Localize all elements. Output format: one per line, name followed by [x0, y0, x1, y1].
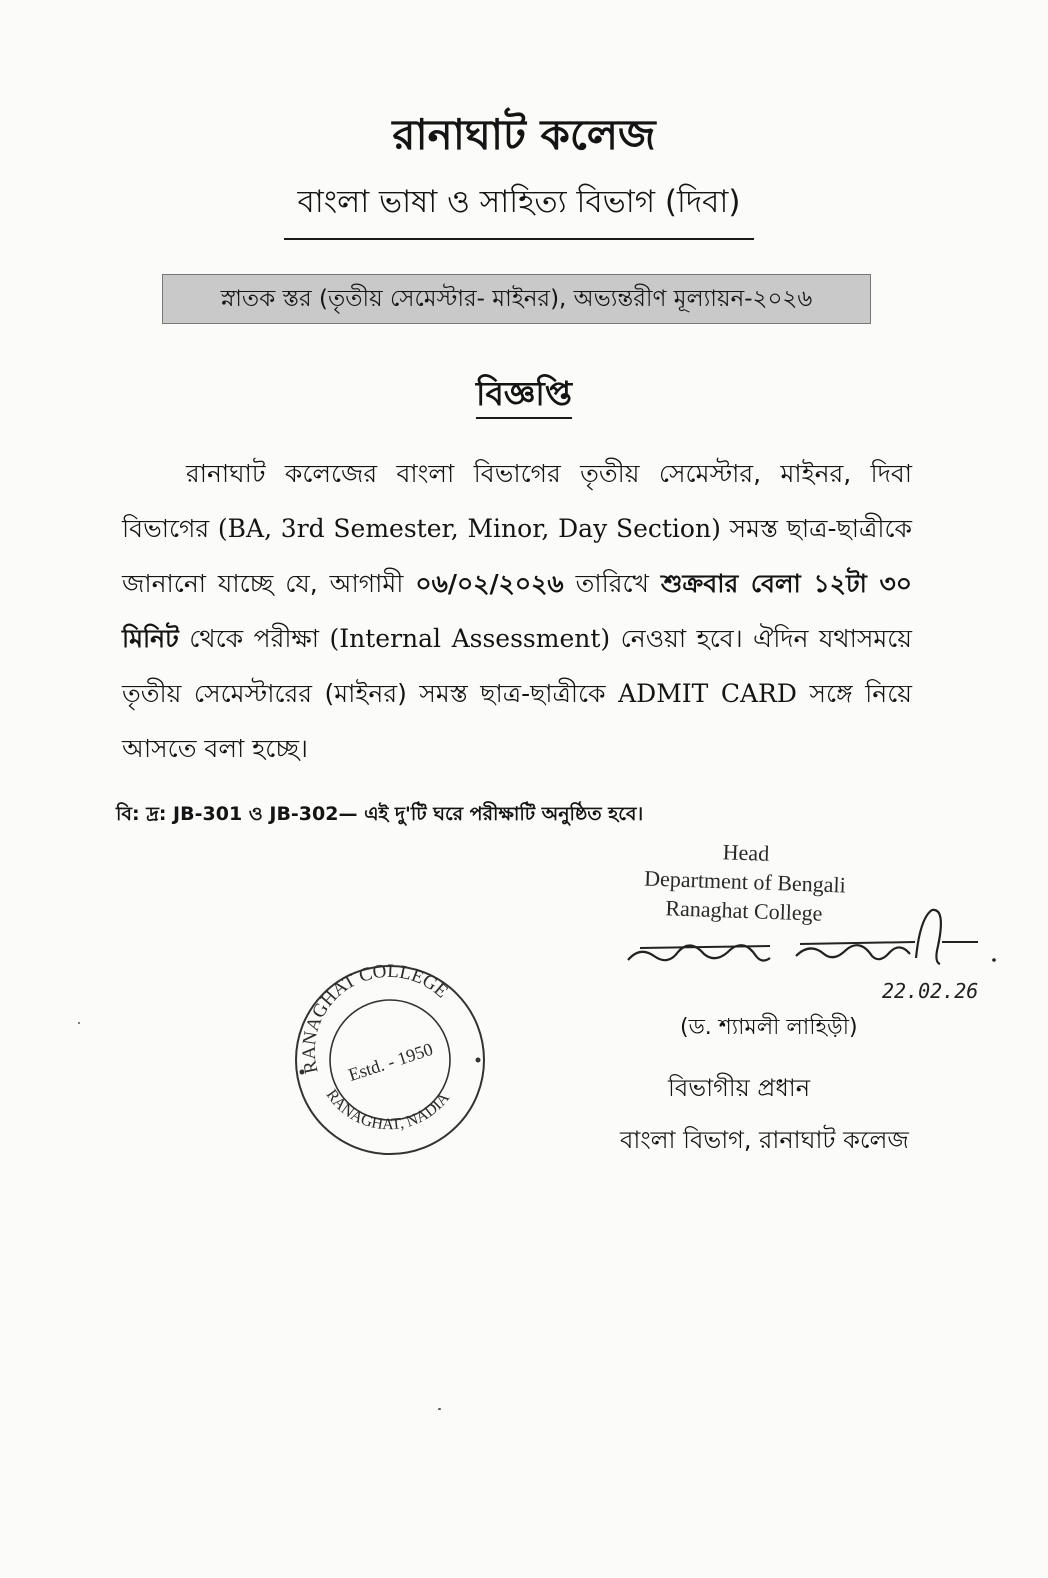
body-text-6: সঙ্গে নিয়ে আসতে বলা হচ্ছে।	[122, 679, 912, 763]
body-text-5: নেওয়া হবে। ঐদিন যথাসময়ে তৃতীয় সেমেস্টারের (মাইনর) সমস্ত ছাত্র-ছাত্রীকে	[122, 624, 912, 708]
admit-card: ADMIT CARD	[618, 679, 797, 708]
seal-center-text: Estd. - 1950	[345, 1038, 436, 1085]
college-seal	[290, 960, 490, 1160]
handwritten-signature	[620, 898, 1020, 1008]
college-name: রানাঘাট কলেজ	[392, 110, 656, 159]
notice-body	[122, 446, 912, 776]
exam-type: (Internal Assessment)	[329, 624, 611, 653]
signatory-name: (ড. শ্যামলী লাহিড়ী)	[680, 1015, 858, 1040]
exam-day-time: শুক্রবার বেলা ১২টা ৩০ মিনিট	[122, 569, 912, 653]
signature-date: 22.02.26	[882, 979, 979, 1003]
body-text-4: থেকে পরীক্ষা	[178, 624, 330, 653]
body-text-2: সমস্ত ছাত্র-ছাত্রীকে জানানো যাচ্ছে যে, আগামী	[122, 514, 913, 598]
scan-speck	[78, 1022, 80, 1024]
notice-title-text: বিজ্ঞপ্তি	[476, 374, 572, 419]
notice-title	[0, 368, 1048, 424]
scan-speck	[438, 1408, 441, 1410]
body-text-1: রানাঘাট কলেজের বাংলা বিভাগের তৃতীয় সেমেস্টার, মাইনর, দিবা বিভাগের	[122, 459, 912, 543]
body-text-3: তারিখে	[563, 569, 661, 598]
level-banner: স্নাতক স্তর (তৃতীয় সেমেস্টার- মাইনর), অভ্যন্তরীণ মূল্যায়ন-২০২৬	[162, 274, 871, 324]
exam-date: ০৬/০২/২০২৬	[415, 569, 564, 598]
signatory-department: বাংলা বিভাগ, রানাঘাট কলেজ	[620, 1126, 909, 1154]
head-stamp-line1: Head	[722, 839, 770, 866]
department-title: বাংলা ভাষা ও সাহিত্য বিভাগ (দিবা)	[284, 178, 754, 240]
head-stamp-line3: Ranaghat College	[665, 895, 823, 926]
body-course: (BA, 3rd Semester, Minor, Day Section)	[217, 514, 721, 543]
signatory-title: বিভাগীয় প্রধান	[668, 1074, 811, 1102]
head-stamp-line2: Department of Bengali	[643, 865, 847, 898]
seal-top-text: RANAGHAT COLLEGE	[298, 960, 453, 1076]
exam-room-note: বি: দ্র: JB-301 ও JB-302— এই দু'টি ঘরে পরীক্ষাটি অনুষ্ঠিত হবে।	[116, 803, 644, 825]
seal-bottom-text: RANAGHAT, NADIA	[322, 1086, 453, 1134]
